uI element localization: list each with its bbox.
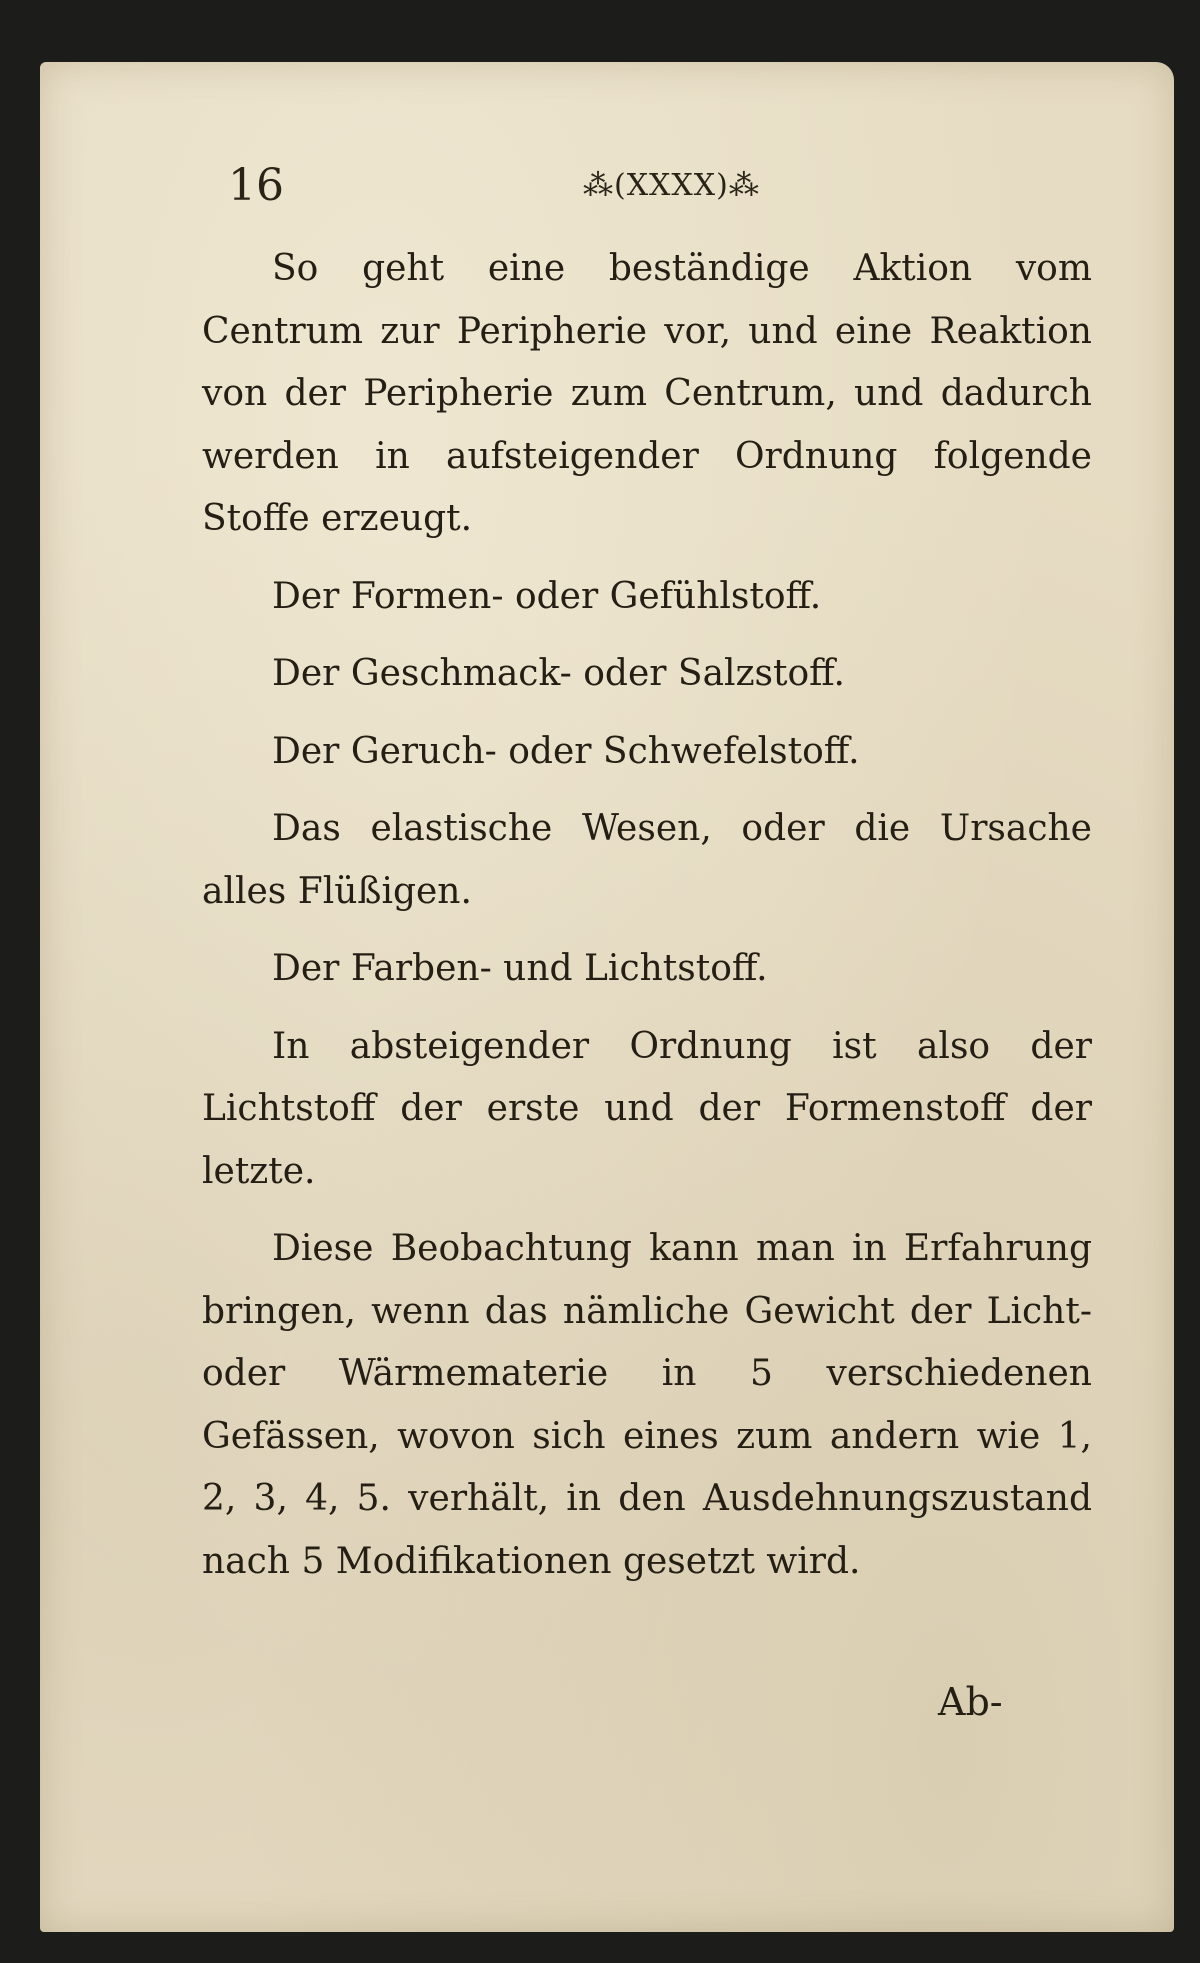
paragraph-elastische-wesen: Das elastische Wesen, oder die Ursache alles Flüßigen.: [202, 808, 1092, 912]
paragraph-absteigende-ordnung: In absteigender Ordnung ist also der Lichtstoff der erste und der Formenstoff der letzte.: [202, 1025, 1092, 1192]
paragraph-aktion: So geht eine beständige Aktion vom Centrum zur Peripherie vor, und eine Reaktion von der Peripherie zum Centrum, und dadurch werden in aufsteigender Ordnung folgende Stoffe erzeugt.: [202, 248, 1092, 539]
paragraph-formenstoff: Der Formen- oder Gefühlstoff.: [272, 575, 822, 617]
page-number: 16: [228, 160, 284, 211]
paragraph-schwefelstoff: Der Geruch- oder Schwefelstoff.: [272, 730, 860, 772]
catchword: Ab-: [938, 1680, 1003, 1724]
page-body: [202, 238, 1092, 1593]
paragraph-beobachtung: Diese Beobachtung kann man in Erfahrung bringen, wenn das nämliche Gewicht der Licht- oder Wärmematerie in 5 verschiedenen Gefässen, wovon sich eines zum andern wie 1, 2, 3, 4, 5. verhält, in den Ausdehnungszustand nach 5 Modifikationen gesetzt wird.: [202, 1228, 1092, 1582]
paragraph-lichtstoff: Der Farben- und Lichtstoff.: [272, 948, 768, 989]
paragraph-salzstoff: Der Geschmack- oder Salzstoff.: [272, 653, 845, 694]
page-header: [228, 160, 1088, 220]
header-ornament: ⁂(XXXX)⁂: [583, 168, 760, 203]
